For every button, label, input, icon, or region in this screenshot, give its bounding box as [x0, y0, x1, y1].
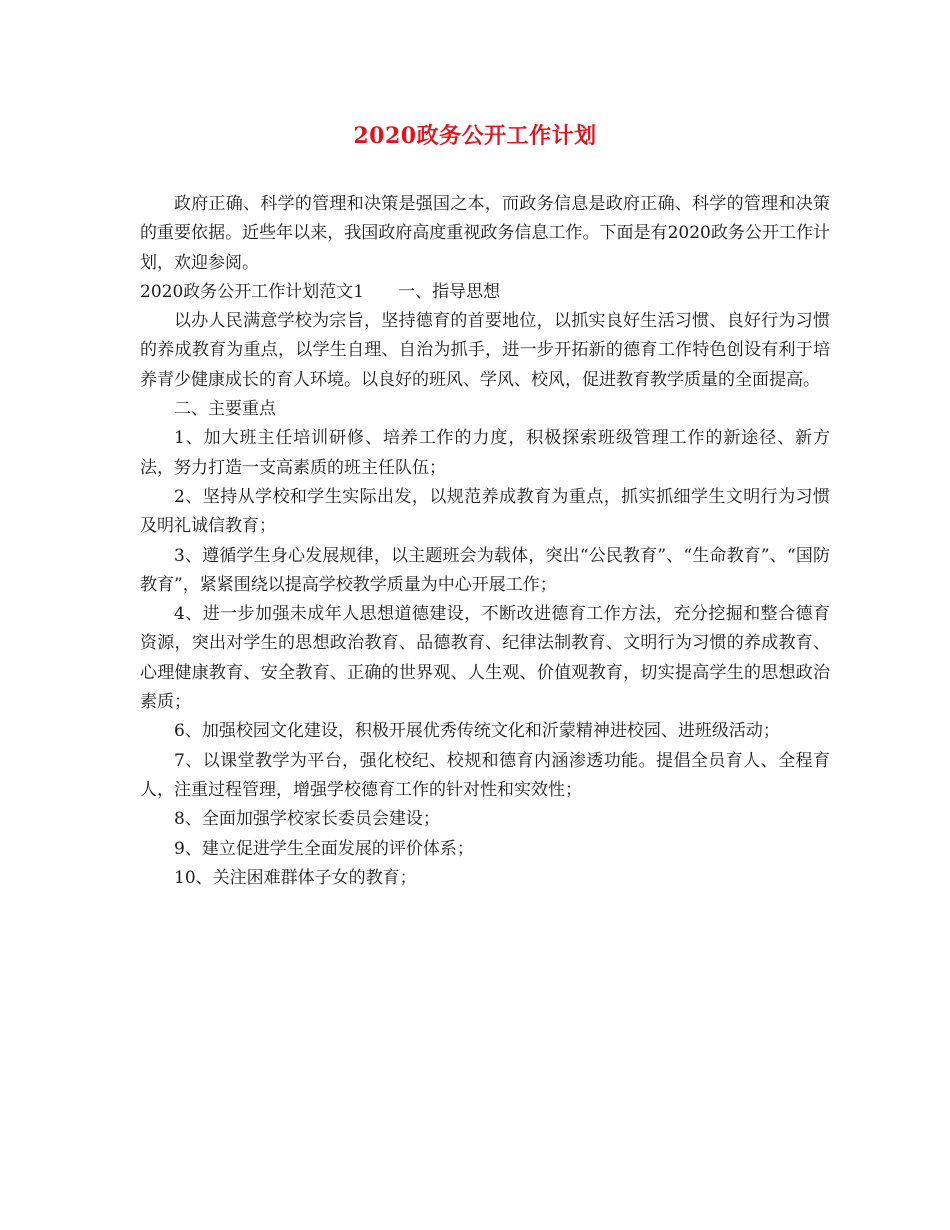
list-item: 1、加大班主任培训研修、培养工作的力度，积极探索班级管理工作的新途径、新方法，努力打造一支高素质的班主任队伍；: [140, 428, 830, 478]
list-item: 2、坚持从学校和学生实际出发，以规范养成教育为重点，抓实抓细学生文明行为习惯及明礼诚信教育；: [140, 486, 830, 537]
guiding-thought-paragraph: 以办人民满意学校为宗旨，坚持德育的首要地位，以抓实良好生活习惯、良好行为习惯的养成教育为重点，以学生自理、自治为抓手，进一步开拓新的德育工作特色创设有利于培养青少健康成长的育人环境。以良好的班风、学风、校风，促进教育教学质量的全面提高。: [140, 311, 830, 390]
intro-paragraph: 政府正确、科学的管理和决策是强国之本，而政务信息是政府正确、科学的管理和决策的重要依据。近些年以来，我国政府高度重视政务信息工作。下面是有2020政务公开工作计划，欢迎参阅。: [140, 194, 830, 273]
list-item: 10、关注困难群体子女的教育；: [174, 867, 417, 888]
list-item: 6、加强校园文化建设，积极开展优秀传统文化和沂蒙精神进校园、进班级活动；: [174, 721, 780, 742]
document-title: 2020政务公开工作计划: [353, 123, 597, 149]
list-item: 4、进一步加强未成年人思想道德建设，不断改进德育工作方法，充分挖掘和整合德育资源，突出对学生的思想政治教育、品德教育、纪律法制教育、文明行为习惯的养成教育、心理健康教育、安全教育、正确的世界观、人生观、价值观教育，切实提高学生的思想政治素质；: [140, 604, 830, 713]
list-item: 3、遵循学生身心发展规律，以主题班会为载体，突出“公民教育”、“生命教育”、“国防教育”，紧紧围绕以提高学校教学质量为中心开展工作；: [140, 545, 830, 595]
section-heading-guiding-thought: 2020政务公开工作计划范文1 一、指导思想: [140, 281, 501, 302]
list-item: 8、全面加强学校家长委员会建设；: [174, 809, 440, 830]
list-item: 9、建立促进学生全面发展的评价体系；: [174, 838, 474, 859]
list-item: 7、以课堂教学为平台，强化校纪、校规和德育内涵渗透功能。提倡全员育人、全程育人，注重过程管理，增强学校德育工作的针对性和实效性；: [140, 750, 830, 800]
document-body: [140, 190, 830, 893]
section-heading-main-points: 二、主要重点: [174, 399, 276, 420]
